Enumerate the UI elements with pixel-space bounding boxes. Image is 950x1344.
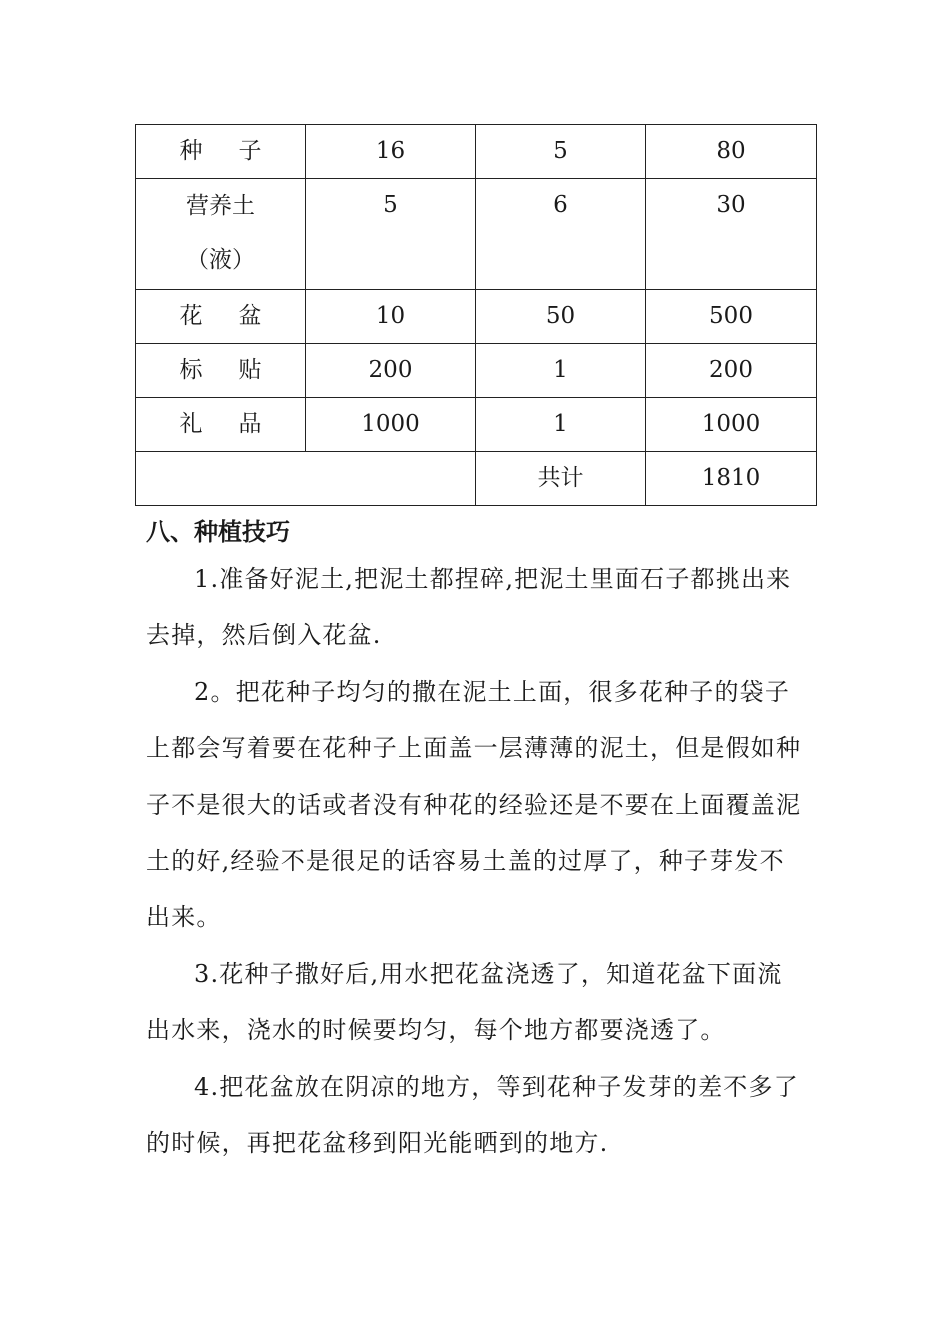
- unit-price-cell: 5: [306, 179, 476, 290]
- table-row: [136, 290, 817, 344]
- item-name-cell: 营养土 （液）: [136, 179, 306, 290]
- quantity-cell: 6: [476, 179, 646, 290]
- quantity-cell: 50: [476, 290, 646, 344]
- table-row: [136, 125, 817, 179]
- item-name-cell: 种 子: [136, 125, 306, 179]
- item-name-cell: 标 贴: [136, 344, 306, 398]
- quantity-cell: 1: [476, 344, 646, 398]
- table-row: [136, 344, 817, 398]
- unit-price-cell: 200: [306, 344, 476, 398]
- table-row: [136, 398, 817, 452]
- table-row: [136, 179, 817, 290]
- section-body: [146, 551, 806, 1171]
- empty-merged-cell: [136, 452, 476, 506]
- item-name-cell: 花 盆: [136, 290, 306, 344]
- unit-price-cell: 10: [306, 290, 476, 344]
- total-cell: 200: [646, 344, 817, 398]
- total-cell: 1000: [646, 398, 817, 452]
- item-name-cell: 礼 品: [136, 398, 306, 452]
- section-heading: 八、种植技巧: [146, 518, 290, 546]
- paragraph: 2。把花种子均匀的撒在泥土上面，很多花种子的袋子上都会写着要在花种子上面盖一层薄薄的泥土，但是假如种子不是很大的话或者没有种花的经验还是不要在上面覆盖泥土的好,经验不是很足的话容易土盖的过厚了，种子芽发不出来。: [146, 677, 802, 932]
- total-cell: 80: [646, 125, 817, 179]
- paragraph: 3.花种子撒好后,用水把花盆浇透了，知道花盆下面流出水来，浇水的时候要均匀，每个地方都要浇透了。: [146, 959, 783, 1045]
- unit-price-cell: 16: [306, 125, 476, 179]
- quantity-cell: 5: [476, 125, 646, 179]
- total-cell: 30: [646, 179, 817, 290]
- paragraph: 4.把花盆放在阴凉的地方，等到花种子发芽的差不多了的时候，再把花盆移到阳光能晒到的地方.: [146, 1072, 799, 1158]
- budget-table: [135, 124, 817, 506]
- table-total-row: [136, 452, 817, 506]
- total-cell: 500: [646, 290, 817, 344]
- paragraph: 1.准备好泥土,把泥土都捏碎,把泥土里面石子都挑出来去掉，然后倒入花盆.: [146, 565, 792, 650]
- unit-price-cell: 1000: [306, 398, 476, 452]
- sum-value-cell: 1810: [646, 452, 817, 506]
- quantity-cell: 1: [476, 398, 646, 452]
- sum-label-cell: 共计: [476, 452, 646, 506]
